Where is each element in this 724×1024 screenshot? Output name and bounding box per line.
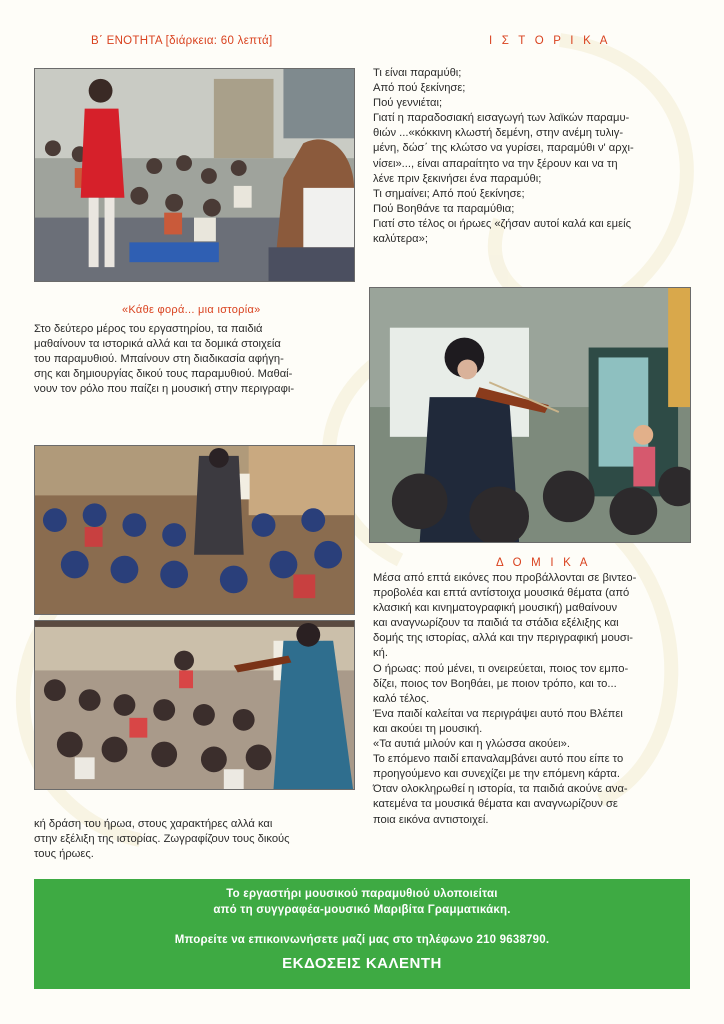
intro-line: του παραμυθιού. Μπαίνουν στη διαδικασία αφήγη-	[34, 353, 284, 366]
historical-text	[373, 66, 691, 247]
structural-line: Το επόμενο παιδί επαναλαμβάνει αυτό που είπε το	[373, 753, 624, 766]
historical-line: Από πού ξεκίνησε;	[373, 82, 466, 95]
photo-violin-with-children	[34, 620, 355, 790]
historical-line: λένε πριν ξεκινήσει ένα παραμύθι;	[373, 172, 542, 185]
footer-line-2: από τη συγγραφέα-μουσικό Μαριβίτα Γραμματικάκη.	[213, 904, 511, 916]
structural-line: ποια εικόνα αντιστοιχεί.	[373, 813, 489, 826]
historical-line: Πού Βοηθάνε τα παραμύθια;	[373, 202, 515, 215]
structural-line: δίζει, ποιος τον Βοηθάει, με ποιον τρόπο, και το...	[373, 677, 617, 690]
structural-line: Όταν ολοκληρωθεί η ιστορία, τα παιδιά ακούνε ανα-	[373, 783, 628, 796]
publisher-name: ΕΚΔΟΣΕΙΣ ΚΑΛΕΝΤΗ	[282, 955, 442, 972]
historical-line: Πού γεννιέται;	[373, 97, 443, 110]
structural-line: Μέσα από επτά εικόνες που προβάλλονται σε βιντεο-	[373, 572, 637, 584]
historical-line: Γιατί η παραδοσιακή εισαγωγή των λαϊκών παραμυ-	[373, 112, 630, 125]
structural-line: και ακούει τη μουσική.	[373, 722, 483, 735]
structural-line: καλό τέλος.	[373, 692, 430, 705]
structural-line: «Τα αυτιά μιλούν και η γλώσσα ακούει».	[373, 738, 570, 751]
historical-line: Γιατί στο τέλος οι ήρωες «ζήσαν αυτοί καλά και εμείς	[373, 217, 631, 230]
structural-line: Ένα παιδί καλείται να περιγράψει αυτό που Βλέπει	[373, 707, 623, 720]
continued-line: στην εξέλιξη της ιστορίας. Ζωγραφίζουν τους δικούς	[34, 833, 290, 846]
historical-line: Τι σημαίνει; Από πού ξεκίνησε;	[373, 187, 525, 200]
historical-line: θιών ...«κόκκινη κλωστή δεμένη, στην ανέμη τυλιγ-	[373, 127, 624, 140]
photo-book-reading	[34, 445, 355, 615]
historical-line: καλύτερα»;	[373, 233, 428, 246]
continued-text	[34, 817, 350, 862]
footer-line-1: Το εργαστήρι μουσικού παραμυθιού υλοποιείται	[226, 888, 498, 900]
structural-line: Ο ήρωας: πού μένει, τι ονειρεύεται, ποιος τον εμπο-	[373, 662, 629, 675]
structural-heading: Δ Ο Μ Ι Κ Α	[496, 557, 591, 569]
intro-line: σης και δημιουργίας δικού τους παραμυθιού. Μαθαί-	[34, 368, 293, 381]
footer-contact: Μπορείτε να επικοινωνήσετε μαζί μας στο τηλέφωνο 210 9638790.	[174, 934, 550, 946]
continued-line: κή δράση του ήρωα, στους χαρακτήρες αλλά και	[34, 818, 273, 830]
historical-line: Τι είναι παραμύθι;	[373, 67, 462, 79]
section-heading: Β΄ ΕΝΟΤΗΤΑ [διάρκεια: 60 λεπτά]	[91, 35, 273, 47]
intro-text	[34, 322, 350, 397]
intro-line: Στο δεύτερο μέρος του εργαστηρίου, τα παιδιά	[34, 323, 263, 335]
structural-line: προηγούμενο και συνεχίζει με την επόμενη κάρτα.	[373, 768, 620, 781]
historical-line: νίσει»..., είναι απαραίτητο να την ξέρουν και να τη	[373, 157, 618, 170]
historical-heading: Ι Σ Τ Ο Ρ Ι Κ Α	[489, 35, 611, 47]
photo-violinist	[369, 287, 691, 543]
structural-line: κατεμένα τα μουσικά θέματα και αναγνωρίζουν σε	[373, 798, 618, 811]
intro-line: μαθαίνουν τα ιστορικά αλλά και τα δομικά στοιχεία	[34, 338, 281, 351]
structural-line: και αναγνωρίζουν τα παιδιά τα στάδια εξέλιξης και	[373, 617, 619, 630]
structural-line: κλασική και κινηματογραφική μουσική) μαθαίνουν	[373, 602, 618, 615]
continued-line: τους ήρωες.	[34, 848, 94, 861]
structural-line: κή.	[373, 647, 388, 660]
historical-line: μένη, δώσ΄ της κλώτσο να γυρίσει, παραμύθι ν' αρχι-	[373, 142, 634, 155]
structural-line: δομής της ιστορίας, αλλά και την περιγραφική μουσι-	[373, 632, 634, 645]
structural-text	[373, 571, 691, 828]
photo-storyteller-with-children	[34, 68, 355, 282]
footer-banner	[34, 879, 690, 989]
structural-line: προβολέα και επτά αντίστοιχα μουσικά θέματα (από	[373, 587, 630, 600]
intro-line: νουν τον ρόλο που παίζει η μουσική στην περιγραφι-	[34, 383, 295, 396]
